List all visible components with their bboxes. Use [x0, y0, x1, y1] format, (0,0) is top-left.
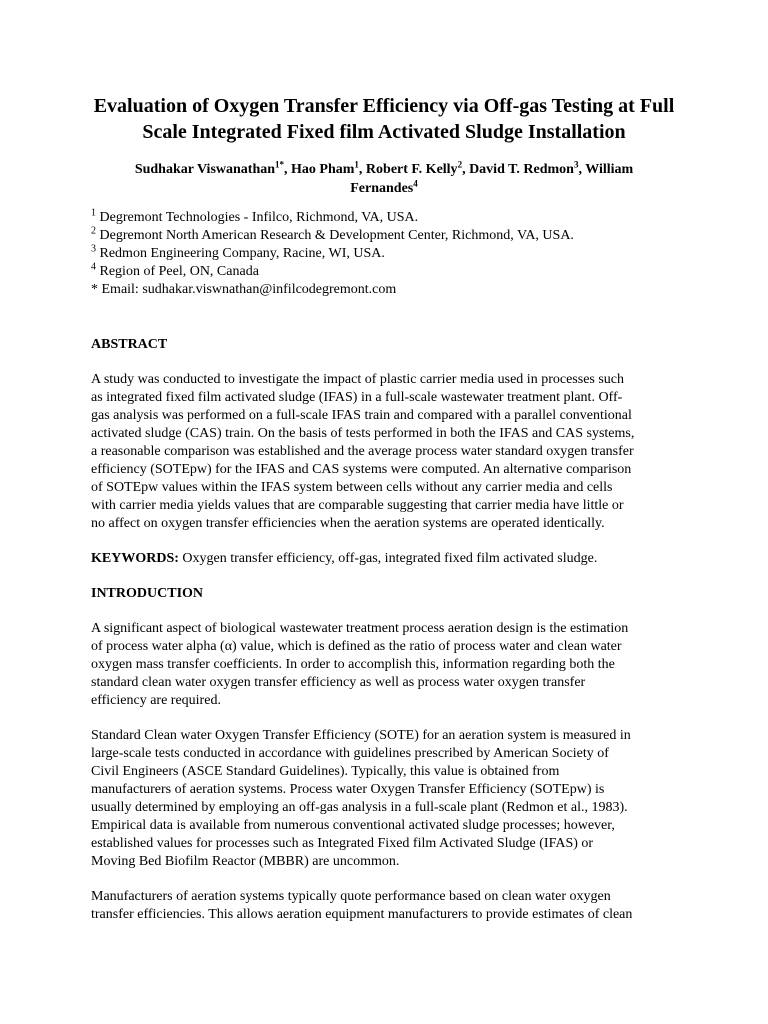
title-line: Evaluation of Oxygen Transfer Efficiency via Off-gas Testing at Full [93, 95, 675, 117]
author-affiliation-mark: 1 [354, 159, 359, 170]
affiliation-item [91, 245, 691, 263]
author-list [70, 160, 698, 198]
author-affiliation-mark: 1* [275, 159, 285, 170]
affiliation-mark: 2 [91, 225, 96, 237]
author-name: David T. Redmon [469, 162, 574, 177]
affiliation-text: Degremont North American Research & Development Center, Richmond, VA, USA. [96, 228, 574, 243]
paper-title [60, 93, 708, 145]
text-line: no affect on oxygen transfer efficiencies when the aeration systems are operated identically. [91, 516, 605, 531]
introduction-paragraph [91, 727, 687, 871]
affiliation-item [91, 209, 691, 227]
paper-body [91, 336, 687, 924]
keywords-line [91, 550, 687, 568]
text-line: established values for processes such as Integrated Fixed film Activated Sludge (IFAS) or [91, 836, 594, 851]
author-line [70, 179, 698, 198]
text-line: standard clean water oxygen transfer efficiency as well as process water oxygen transfer [91, 675, 586, 690]
text-line: efficiency are required. [91, 693, 221, 708]
text-line: Standard Clean water Oxygen Transfer Efficiency (SOTE) for an aeration system is measured in [91, 728, 631, 743]
abstract-paragraph [91, 371, 687, 533]
text-line: Empirical data is available from numerous conventional activated sludge processes; however, [91, 818, 615, 833]
affiliation-text: Degremont Technologies - Infilco, Richmond, VA, USA. [96, 210, 419, 225]
author-separator: , [578, 162, 586, 177]
text-line: Moving Bed Biofilm Reactor (MBBR) are uncommon. [91, 854, 400, 869]
affiliation-mark: 3 [91, 243, 96, 255]
introduction-paragraph [91, 620, 687, 710]
author-separator: , [358, 162, 366, 177]
author-line [70, 160, 698, 179]
author-separator: , [284, 162, 292, 177]
text-line: as integrated fixed film activated sludge (IFAS) in a full-scale wastewater treatment plant. Off- [91, 390, 623, 405]
text-line: with carrier media yields values that are comparable suggesting that carrier media have little or [91, 498, 624, 513]
affiliation-text: Redmon Engineering Company, Racine, WI, USA. [96, 246, 385, 261]
title-line: Scale Integrated Fixed film Activated Sludge Installation [142, 121, 626, 143]
affiliation-item [91, 263, 691, 281]
author-name: Fernandes [350, 181, 414, 196]
author-name: Sudhakar Viswanathan [134, 162, 276, 177]
author-affiliation-mark: 2 [457, 159, 463, 170]
text-line: efficiency (SOTEpw) for the IFAS and CAS systems were computed. An alternative comparison [91, 462, 632, 477]
text-line: oxygen mass transfer coefficients. In order to accomplish this, information regarding both the [91, 657, 615, 672]
affiliation-text: Region of Peel, ON, Canada [96, 264, 259, 279]
text-line: Civil Engineers (ASCE Standard Guidelines). Typically, this value is obtained from [91, 764, 560, 779]
text-line: A study was conducted to investigate the impact of plastic carrier media used in processes such [91, 372, 625, 387]
text-line: A significant aspect of biological wastewater treatment process aeration design is the estimation [91, 621, 629, 636]
author-name: Hao Pham [291, 162, 355, 177]
text-line: manufacturers of aeration systems. Process water Oxygen Transfer Efficiency (SOTEpw) is [91, 782, 605, 797]
affiliation-mark: 4 [91, 261, 96, 273]
affiliation-mark: 1 [91, 207, 96, 219]
text-line: of SOTEpw values within the IFAS system between cells without any carrier media and cells [91, 480, 613, 495]
author-separator: , [462, 162, 470, 177]
text-line: a reasonable comparison was established and the average process water standard oxygen transfer [91, 444, 634, 459]
author-affiliation-mark: 4 [413, 178, 418, 189]
affiliation-item [91, 227, 691, 245]
author-name: Robert F. Kelly [365, 162, 458, 177]
author-name: William [585, 162, 634, 177]
text-line: of process water alpha (α) value, which is defined as the ratio of process water and clean water [91, 639, 622, 654]
text-line: gas analysis was performed on a full-scale IFAS train and compared with a parallel conventional [91, 408, 632, 423]
affiliation-list [91, 209, 691, 299]
text-line: transfer efficiencies. This allows aeration equipment manufacturers to provide estimates of clean [91, 907, 633, 922]
introduction-paragraph [91, 888, 687, 924]
text-line: Manufacturers of aeration systems typically quote performance based on clean water oxygen [91, 889, 611, 904]
abstract-heading: ABSTRACT [91, 337, 168, 352]
text-line: large-scale tests conducted in accordance with guidelines prescribed by American Society of [91, 746, 609, 761]
keywords-label: KEYWORDS: [91, 551, 179, 566]
text-line: usually determined by employing an off-gas analysis in a full-scale plant (Redmon et al., 1983). [91, 800, 628, 815]
introduction-heading: INTRODUCTION [91, 586, 204, 601]
author-affiliation-mark: 3 [573, 159, 579, 170]
keywords-text: Oxygen transfer efficiency, off-gas, integrated fixed film activated sludge. [178, 551, 598, 566]
contact-email: * Email: sudhakar.viswnathan@infilcodegremont.com [91, 282, 397, 297]
text-line: activated sludge (CAS) train. On the basis of tests performed in both the IFAS and CAS systems, [91, 426, 635, 441]
